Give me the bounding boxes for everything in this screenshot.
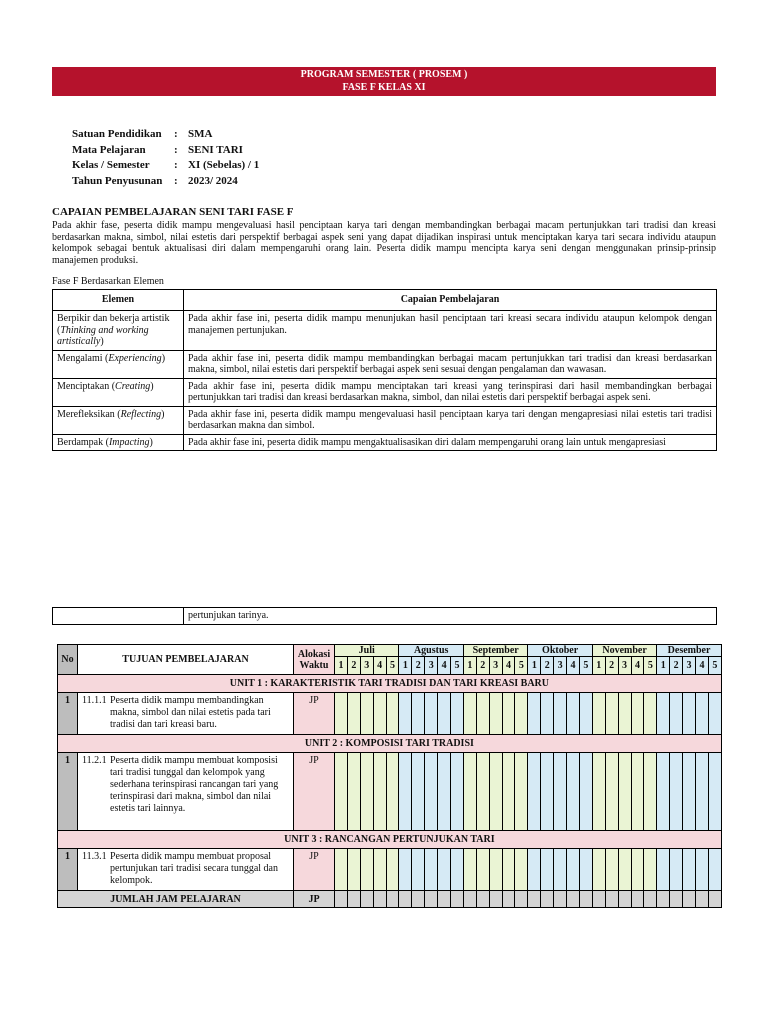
week-cell (579, 849, 592, 891)
week-cell (412, 891, 425, 908)
week-cell (708, 891, 721, 908)
info-key: Satuan Pendidikan (72, 128, 162, 140)
col-no: No (58, 645, 78, 675)
week-cell (347, 849, 360, 891)
week-cell (502, 693, 515, 735)
week-cell (541, 849, 554, 891)
week-cell (438, 849, 451, 891)
week-cell (683, 693, 696, 735)
unit-title: UNIT 2 : KOMPOSISI TARI TRADISI (58, 735, 722, 753)
week-cell (605, 753, 618, 831)
alokasi-jp: JP (294, 693, 335, 735)
week-cell (463, 693, 476, 735)
week-cell (347, 891, 360, 908)
week-number: 2 (670, 657, 683, 675)
info-sep: : (174, 159, 178, 171)
week-cell (386, 849, 399, 891)
week-cell (631, 849, 644, 891)
week-cell (554, 891, 567, 908)
row-number: 1 (58, 753, 78, 831)
week-cell (592, 693, 605, 735)
week-cell (541, 753, 554, 831)
table-row (58, 753, 722, 831)
table-row (53, 608, 717, 625)
week-number: 2 (347, 657, 360, 675)
info-value: SMA (188, 128, 213, 140)
week-cell (438, 753, 451, 831)
week-cell (644, 849, 657, 891)
table-row (58, 849, 722, 891)
cp-intro: Pada akhir fase, peserta didik mampu mengevaluasi hasil penciptaan karya tari dengan membandingkan berbagai macam pertunjukkan tari tradisi dan kreasi berdasarkan makna, simbol, nilai estetis dari perspektif berbagai aspek seni yang dapat dijadikan inspirasi untuk menciptakan karya tari secara individu ataupun kelompok sebagai bentuk aktualisasi diri dalam mempengaruhi orang lain. Peserta didik mampu mencipta karya seni dengan menggunakan prinsip-prinsip manajemen produksi. (52, 220, 716, 266)
row-number: 1 (58, 849, 78, 891)
week-cell (670, 753, 683, 831)
week-number: 1 (657, 657, 670, 675)
week-cell (618, 849, 631, 891)
week-cell (476, 693, 489, 735)
week-number: 5 (644, 657, 657, 675)
week-number: 4 (373, 657, 386, 675)
week-cell (644, 753, 657, 831)
week-cell (631, 753, 644, 831)
week-cell (554, 753, 567, 831)
unit-row (58, 675, 722, 693)
week-cell (579, 891, 592, 908)
learning-objective (78, 849, 294, 891)
week-cell (335, 891, 348, 908)
week-cell (347, 753, 360, 831)
week-cell (528, 891, 541, 908)
week-cell (515, 891, 528, 908)
week-number: 5 (579, 657, 592, 675)
week-number: 4 (631, 657, 644, 675)
week-cell (708, 693, 721, 735)
total-label: JUMLAH JAM PELAJARAN (58, 891, 294, 908)
week-number: 4 (438, 657, 451, 675)
week-cell (592, 849, 605, 891)
week-cell (489, 891, 502, 908)
row-number: 1 (58, 693, 78, 735)
objective-code: 11.1.1 (82, 695, 107, 706)
week-cell (592, 753, 605, 831)
cp-description: Pada akhir fase ini, peserta didik mampu membandingkan berbagai macam pertunjukkan tari tradisi dan kreasi berdasarkan makna, simbol, nilai estetis dari perspektif berbagai aspek seni sesuai dengan pengalaman dan wawasan. (184, 350, 717, 378)
cp-element: Mengalami (Experiencing) (53, 350, 184, 378)
month-header: November (592, 645, 657, 657)
week-cell (463, 849, 476, 891)
table-row (53, 406, 717, 434)
month-header: September (463, 645, 527, 657)
week-cell (451, 753, 464, 831)
week-number: 3 (683, 657, 696, 675)
week-number: 4 (696, 657, 709, 675)
week-cell (386, 693, 399, 735)
week-cell (451, 693, 464, 735)
info-value: XI (Sebelas) / 1 (188, 159, 260, 171)
info-sep: : (174, 143, 178, 156)
week-cell (360, 693, 373, 735)
prosem-table (57, 644, 722, 908)
week-cell (683, 753, 696, 831)
header-line-1: PROGRAM SEMESTER ( PROSEM ) (300, 69, 468, 80)
cp-element: Berdampak (Impacting) (53, 434, 184, 451)
week-cell (657, 849, 670, 891)
info-sep: : (174, 128, 178, 140)
week-number: 2 (605, 657, 618, 675)
info-sep: : (174, 174, 178, 187)
week-cell (631, 693, 644, 735)
week-cell (579, 753, 592, 831)
week-number: 4 (502, 657, 515, 675)
week-cell (335, 753, 348, 831)
objective-code: 11.3.1 (82, 851, 107, 862)
week-cell (360, 849, 373, 891)
week-cell (708, 753, 721, 831)
info-value: SENI TARI (188, 143, 243, 156)
week-cell (373, 753, 386, 831)
table-row (53, 311, 717, 351)
info-key: Mata Pelajaran (72, 143, 146, 156)
learning-objective (78, 753, 294, 831)
week-cell (502, 891, 515, 908)
week-cell (502, 753, 515, 831)
cp-description-continued: pertunjukan tarinya. (184, 608, 717, 625)
table-row (53, 378, 717, 406)
week-cell (541, 693, 554, 735)
week-cell (541, 891, 554, 908)
week-cell (618, 891, 631, 908)
unit-row (58, 735, 722, 753)
week-cell (399, 849, 412, 891)
week-cell (502, 849, 515, 891)
week-cell (683, 849, 696, 891)
week-cell (696, 693, 709, 735)
cp-element-empty (53, 608, 184, 625)
week-number: 3 (425, 657, 438, 675)
table-row (53, 434, 717, 451)
cp-element: Menciptakan (Creating) (53, 378, 184, 406)
week-number: 3 (360, 657, 373, 675)
week-number: 5 (386, 657, 399, 675)
week-cell (412, 849, 425, 891)
week-number: 1 (335, 657, 348, 675)
week-cell (657, 753, 670, 831)
week-cell (451, 891, 464, 908)
cp-subtitle: Fase F Berdasarkan Elemen (52, 276, 164, 287)
unit-row (58, 831, 722, 849)
alokasi-jp: JP (294, 753, 335, 831)
cp-header-capaian: Capaian Pembelajaran (184, 290, 717, 311)
week-cell (657, 693, 670, 735)
week-cell (605, 849, 618, 891)
week-cell (412, 753, 425, 831)
week-cell (360, 891, 373, 908)
week-cell (360, 753, 373, 831)
week-cell (438, 891, 451, 908)
info-value: 2023/ 2024 (188, 174, 238, 187)
week-cell (592, 891, 605, 908)
week-cell (644, 693, 657, 735)
info-key: Kelas / Semester (72, 159, 150, 171)
week-number: 4 (567, 657, 580, 675)
week-cell (425, 693, 438, 735)
week-cell (515, 849, 528, 891)
info-key: Tahun Penyusunan (72, 174, 163, 187)
objective-code: 11.2.1 (82, 755, 107, 766)
week-cell (605, 891, 618, 908)
week-cell (425, 891, 438, 908)
week-cell (579, 693, 592, 735)
week-cell (605, 693, 618, 735)
week-cell (657, 891, 670, 908)
month-header: Oktober (528, 645, 592, 657)
week-cell (644, 891, 657, 908)
week-cell (528, 849, 541, 891)
week-cell (670, 891, 683, 908)
month-header: Agustus (399, 645, 463, 657)
week-cell (554, 849, 567, 891)
week-number: 5 (708, 657, 721, 675)
week-cell (399, 753, 412, 831)
header-banner (52, 67, 716, 96)
week-cell (670, 693, 683, 735)
week-number: 5 (515, 657, 528, 675)
week-cell (463, 753, 476, 831)
week-cell (567, 693, 580, 735)
header-line-2: FASE F KELAS XI (342, 82, 426, 93)
table-row (53, 350, 717, 378)
table-row (58, 693, 722, 735)
week-cell (489, 693, 502, 735)
week-cell (335, 693, 348, 735)
week-cell (683, 891, 696, 908)
col-alokasi: Alokasi Waktu (294, 645, 335, 675)
week-cell (515, 753, 528, 831)
week-cell (618, 753, 631, 831)
week-cell (399, 891, 412, 908)
learning-objective (78, 693, 294, 735)
month-header: Juli (335, 645, 399, 657)
week-cell (425, 753, 438, 831)
month-header: Desember (657, 645, 721, 657)
prosem-header-row (58, 645, 722, 657)
cp-description: Pada akhir fase ini, peserta didik mampu mengevaluasi hasil penciptaan karya tari dengan mengapresiasi nilai estetis tari tradisi berdasarkan makna dan simbol. (184, 406, 717, 434)
week-cell (618, 693, 631, 735)
week-cell (631, 891, 644, 908)
objective-text: Peserta didik mampu membuat proposal pertunjukan tari tradisi secara tunggal dan kelompok. (110, 851, 278, 886)
identity-table (72, 128, 259, 190)
col-tujuan: TUJUAN PEMBELAJARAN (78, 645, 294, 675)
week-number: 1 (592, 657, 605, 675)
week-cell (554, 693, 567, 735)
week-cell (438, 693, 451, 735)
cp-header-elemen: Elemen (53, 290, 184, 311)
week-cell (399, 693, 412, 735)
cp-title: CAPAIAN PEMBELAJARAN SENI TARI FASE F (52, 206, 294, 218)
week-number: 5 (451, 657, 464, 675)
week-number: 3 (554, 657, 567, 675)
total-row (58, 891, 722, 908)
week-number: 2 (541, 657, 554, 675)
week-number: 3 (489, 657, 502, 675)
week-cell (489, 849, 502, 891)
week-number: 1 (463, 657, 476, 675)
week-cell (567, 849, 580, 891)
week-cell (476, 891, 489, 908)
week-cell (696, 891, 709, 908)
week-number: 1 (528, 657, 541, 675)
cp-element: Merefleksikan (Reflecting) (53, 406, 184, 434)
week-cell (670, 849, 683, 891)
cp-description: Pada akhir fase ini, peserta didik mampu menciptakan tari kreasi yang terinspirasi dari hasil membandingkan berbagai pertunjukkan tari tradisi dan kreasi berdasarkan makna, simbol, dan nilai estetis dari perspektif berbagai aspek seni. (184, 378, 717, 406)
objective-text: Peserta didik mampu membuat komposisi tari tradisi tunggal dan kelompok yang sederhana terinspirasi rancangan tari yang terinspirasi dari makna, simbol dan nilai estetis tari lainnya. (110, 755, 279, 814)
week-cell (567, 891, 580, 908)
cp-element-table (52, 289, 717, 451)
cp-element: Berpikir dan bekerja artistik (Thinking and working artistically) (53, 311, 184, 351)
objective-text: Peserta didik mampu membandingkan makna, simbol dan nilai estetis pada tari tradisi dan tari kreasi baru. (110, 695, 271, 730)
week-cell (451, 849, 464, 891)
week-cell (528, 753, 541, 831)
week-cell (373, 891, 386, 908)
cp-description: Pada akhir fase ini, peserta didik mampu menunjukan hasil penciptaan tari kreasi secara individu ataupun kelompok dengan manajemen pertunjukan. (184, 311, 717, 351)
week-cell (373, 849, 386, 891)
week-cell (696, 849, 709, 891)
cp-description: Pada akhir fase ini, peserta didik mampu mengaktualisasikan diri dalam mempengaruhi orang lain untuk mengapresiasi (184, 434, 717, 451)
week-cell (528, 693, 541, 735)
unit-title: UNIT 1 : KARAKTERISTIK TARI TRADISI DAN TARI KREASI BARU (58, 675, 722, 693)
week-cell (412, 693, 425, 735)
cp-element-table-continued (52, 607, 717, 625)
week-cell (515, 693, 528, 735)
week-cell (696, 753, 709, 831)
week-number: 2 (412, 657, 425, 675)
week-cell (476, 849, 489, 891)
week-number: 3 (618, 657, 631, 675)
week-cell (373, 693, 386, 735)
week-cell (386, 891, 399, 908)
week-cell (489, 753, 502, 831)
week-cell (476, 753, 489, 831)
week-cell (335, 849, 348, 891)
week-cell (463, 891, 476, 908)
week-number: 1 (399, 657, 412, 675)
week-cell (567, 753, 580, 831)
week-number: 2 (476, 657, 489, 675)
week-cell (386, 753, 399, 831)
week-cell (425, 849, 438, 891)
week-cell (708, 849, 721, 891)
alokasi-jp: JP (294, 849, 335, 891)
unit-title: UNIT 3 : RANCANGAN PERTUNJUKAN TARI (58, 831, 722, 849)
week-cell (347, 693, 360, 735)
total-jp: JP (294, 891, 335, 908)
